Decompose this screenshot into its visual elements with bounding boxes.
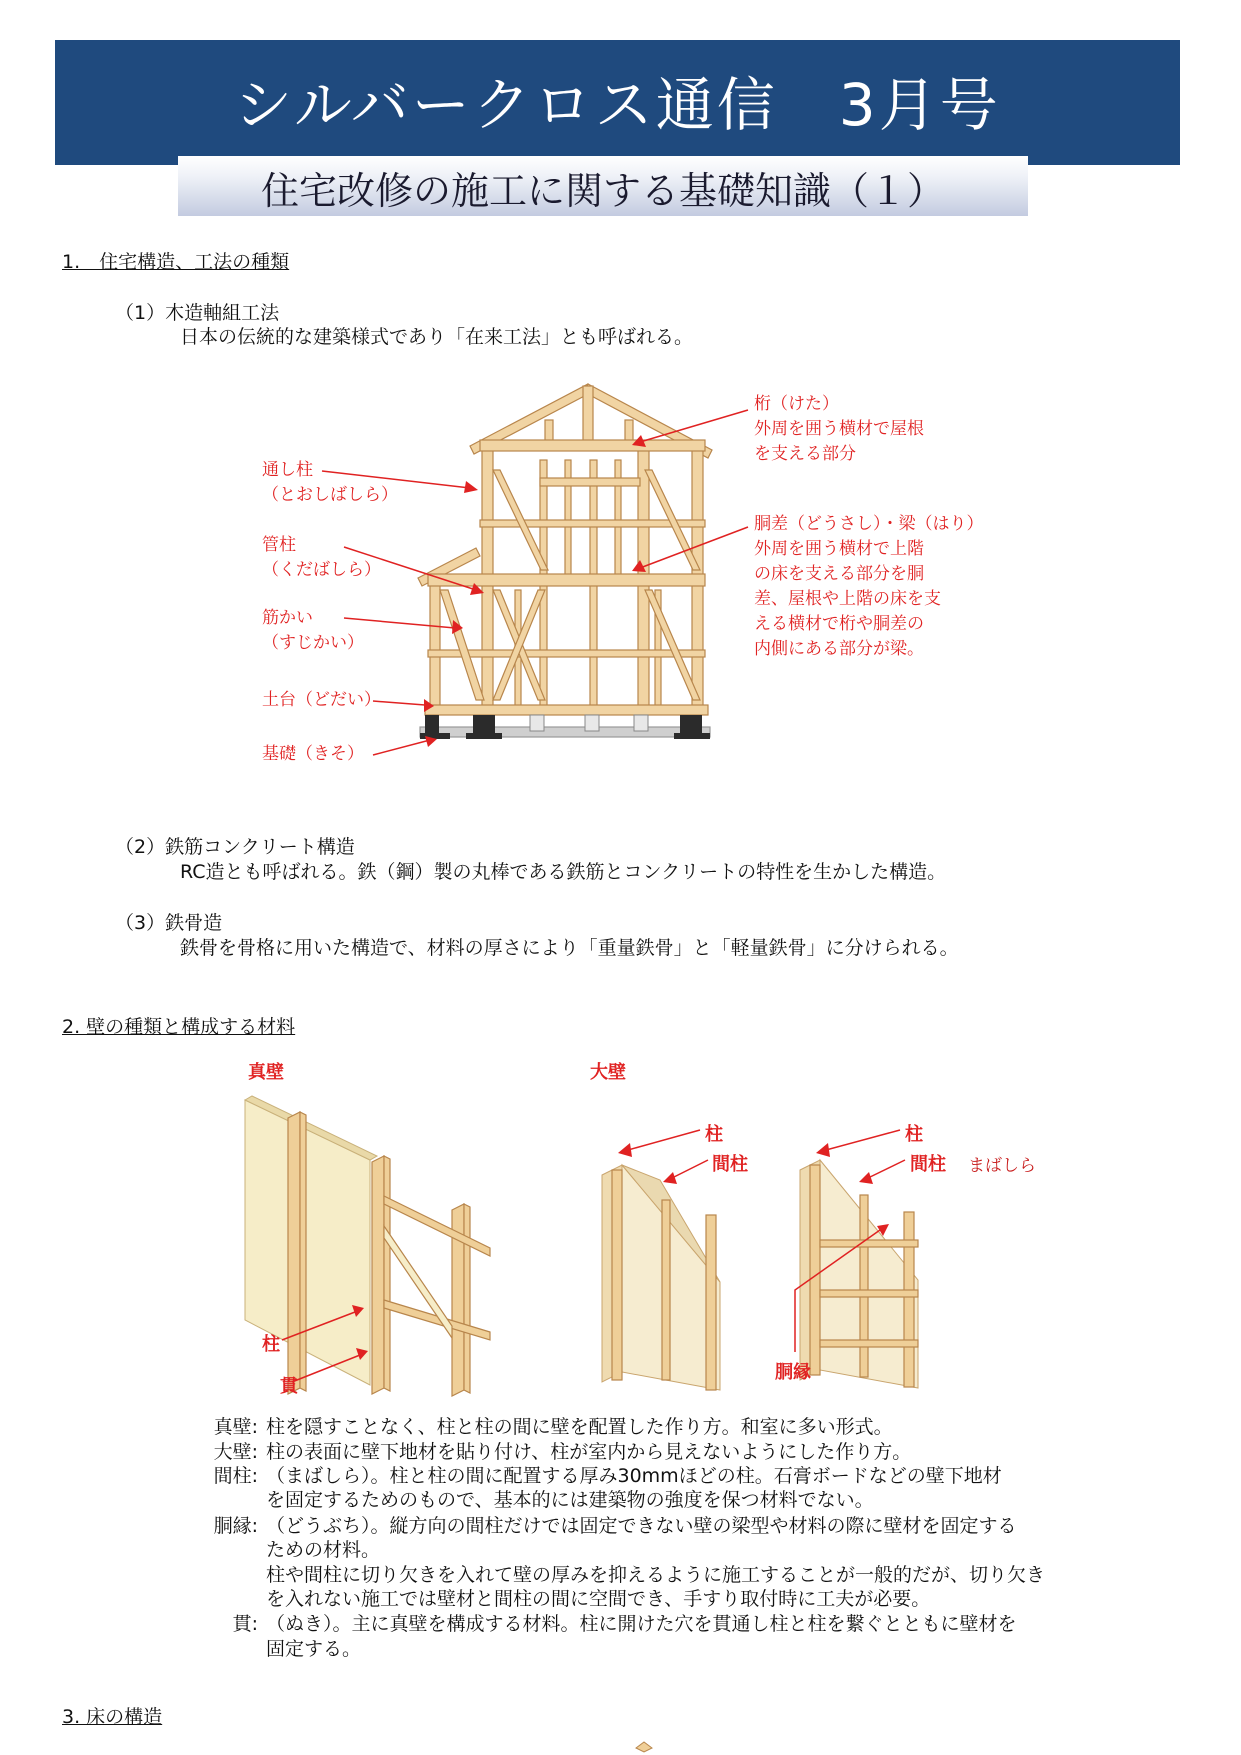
def-line: 柱の表面に壁下地材を貼り付け、柱が室内から見えないようにした作り方。: [266, 1441, 912, 1463]
def-term: 大壁:: [213, 1441, 258, 1463]
label-dousashi: 胴差（どうさし）・梁（はり）: [754, 514, 984, 534]
okabe-label-mabashira-reading: まばしら: [968, 1156, 1036, 1176]
okabe-label-hashira-1: 柱: [705, 1124, 723, 1145]
label-kudabashira: 管柱: [262, 535, 296, 555]
def-line: （まばしら）。柱と柱の間に配置する厚み30mmほどの柱。石膏ボードなどの壁下地材: [266, 1465, 1002, 1487]
def-term: 間柱:: [213, 1465, 258, 1487]
page-title: シルバークロス通信 3月号: [234, 71, 1001, 139]
label-dousashi-desc3: 差、屋根や上階の床を支: [754, 589, 941, 609]
label-dousashi-desc5: 内側にある部分が梁。: [754, 639, 924, 659]
label-toshibashira-reading: （とおしばしら）: [262, 485, 398, 505]
okabe-title: 大壁: [590, 1062, 626, 1083]
shinkabe-title: 真壁: [248, 1062, 284, 1083]
item1-text: 日本の伝統的な建築様式であり「在来工法」とも呼ばれる。: [180, 326, 694, 348]
def-line: （どうぶち）。縦方向の間柱だけでは固定できない壁の梁型や材料の際に壁材を固定する: [266, 1515, 1017, 1537]
def-line: 柱や間柱に切り欠きを入れて壁の厚みを抑えるように施工することが一般的だが、切り欠き: [266, 1564, 1046, 1586]
item2-title: （2）鉄筋コンクリート構造: [115, 836, 355, 858]
section2-heading: 2. 壁の種類と構成する材料: [62, 1016, 296, 1038]
okabe-label-mabashira-1: 間柱: [712, 1154, 748, 1175]
section1-heading: 1. 住宅構造、工法の種類: [62, 251, 290, 273]
label-toshibashira: 通し柱: [262, 460, 313, 480]
label-keta-desc1: 外周を囲う横材で屋根: [754, 419, 924, 439]
label-dousashi-desc2: の床を支える部分を胴: [754, 564, 924, 584]
okabe-label-hashira-2: 柱: [905, 1124, 923, 1145]
label-keta: 桁（けた）: [754, 394, 839, 414]
shinkabe-label-hashira: 柱: [262, 1334, 280, 1355]
okabe-label-doubuchi: 胴縁: [775, 1362, 811, 1383]
label-dousashi-desc4: える横材で桁や胴差の: [754, 614, 924, 634]
label-sujikai: 筋かい: [262, 608, 313, 628]
def-term: 胴縁:: [213, 1515, 258, 1537]
label-keta-desc2: を支える部分: [754, 444, 856, 464]
item1-title: （1）木造軸組工法: [115, 302, 280, 324]
page-subtitle: 住宅改修の施工に関する基礎知識（１）: [260, 169, 945, 213]
section3-heading: 3. 床の構造: [62, 1706, 163, 1728]
label-dousashi-desc1: 外周を囲う横材で上階: [754, 539, 924, 559]
def-line: を入れない施工では壁材と間柱の間に空間でき、手すり取付時に工夫が必要。: [266, 1588, 931, 1610]
def-line: 柱を隠すことなく、柱と柱の間に壁を配置した作り方。和室に多い形式。: [266, 1416, 893, 1438]
label-sujikai-reading: （すじかい）: [262, 633, 364, 653]
okabe-label-mabashira-2: 間柱: [910, 1154, 946, 1175]
label-dodai: 土台（どだい）: [262, 690, 381, 710]
shinkabe-label-nuki: 貫: [280, 1376, 298, 1397]
item3-title: （3）鉄骨造: [115, 912, 223, 934]
def-line: 固定する。: [266, 1638, 362, 1660]
def-line: を固定するためのもので、基本的には建築物の強度を保つ材料でない。: [266, 1489, 874, 1511]
def-term: 貫:: [232, 1613, 258, 1635]
label-kiso: 基礎（きそ）: [262, 744, 364, 764]
item3-text: 鉄骨を骨格に用いた構造で、材料の厚さにより「重量鉄骨」と「軽量鉄骨」に分けられる。: [180, 937, 959, 959]
def-line: ための材料。: [266, 1539, 381, 1561]
def-term: 真壁:: [213, 1416, 258, 1438]
def-line: （ぬき）。主に真壁を構成する材料。柱に開けた穴を貫通し柱と柱を繋ぐとともに壁材を: [266, 1613, 1017, 1635]
label-kudabashira-reading: （くだばしら）: [262, 560, 381, 580]
item2-text: RC造とも呼ばれる。鉄（鋼）製の丸棒である鉄筋とコンクリートの特性を生かした構造。: [180, 861, 947, 883]
